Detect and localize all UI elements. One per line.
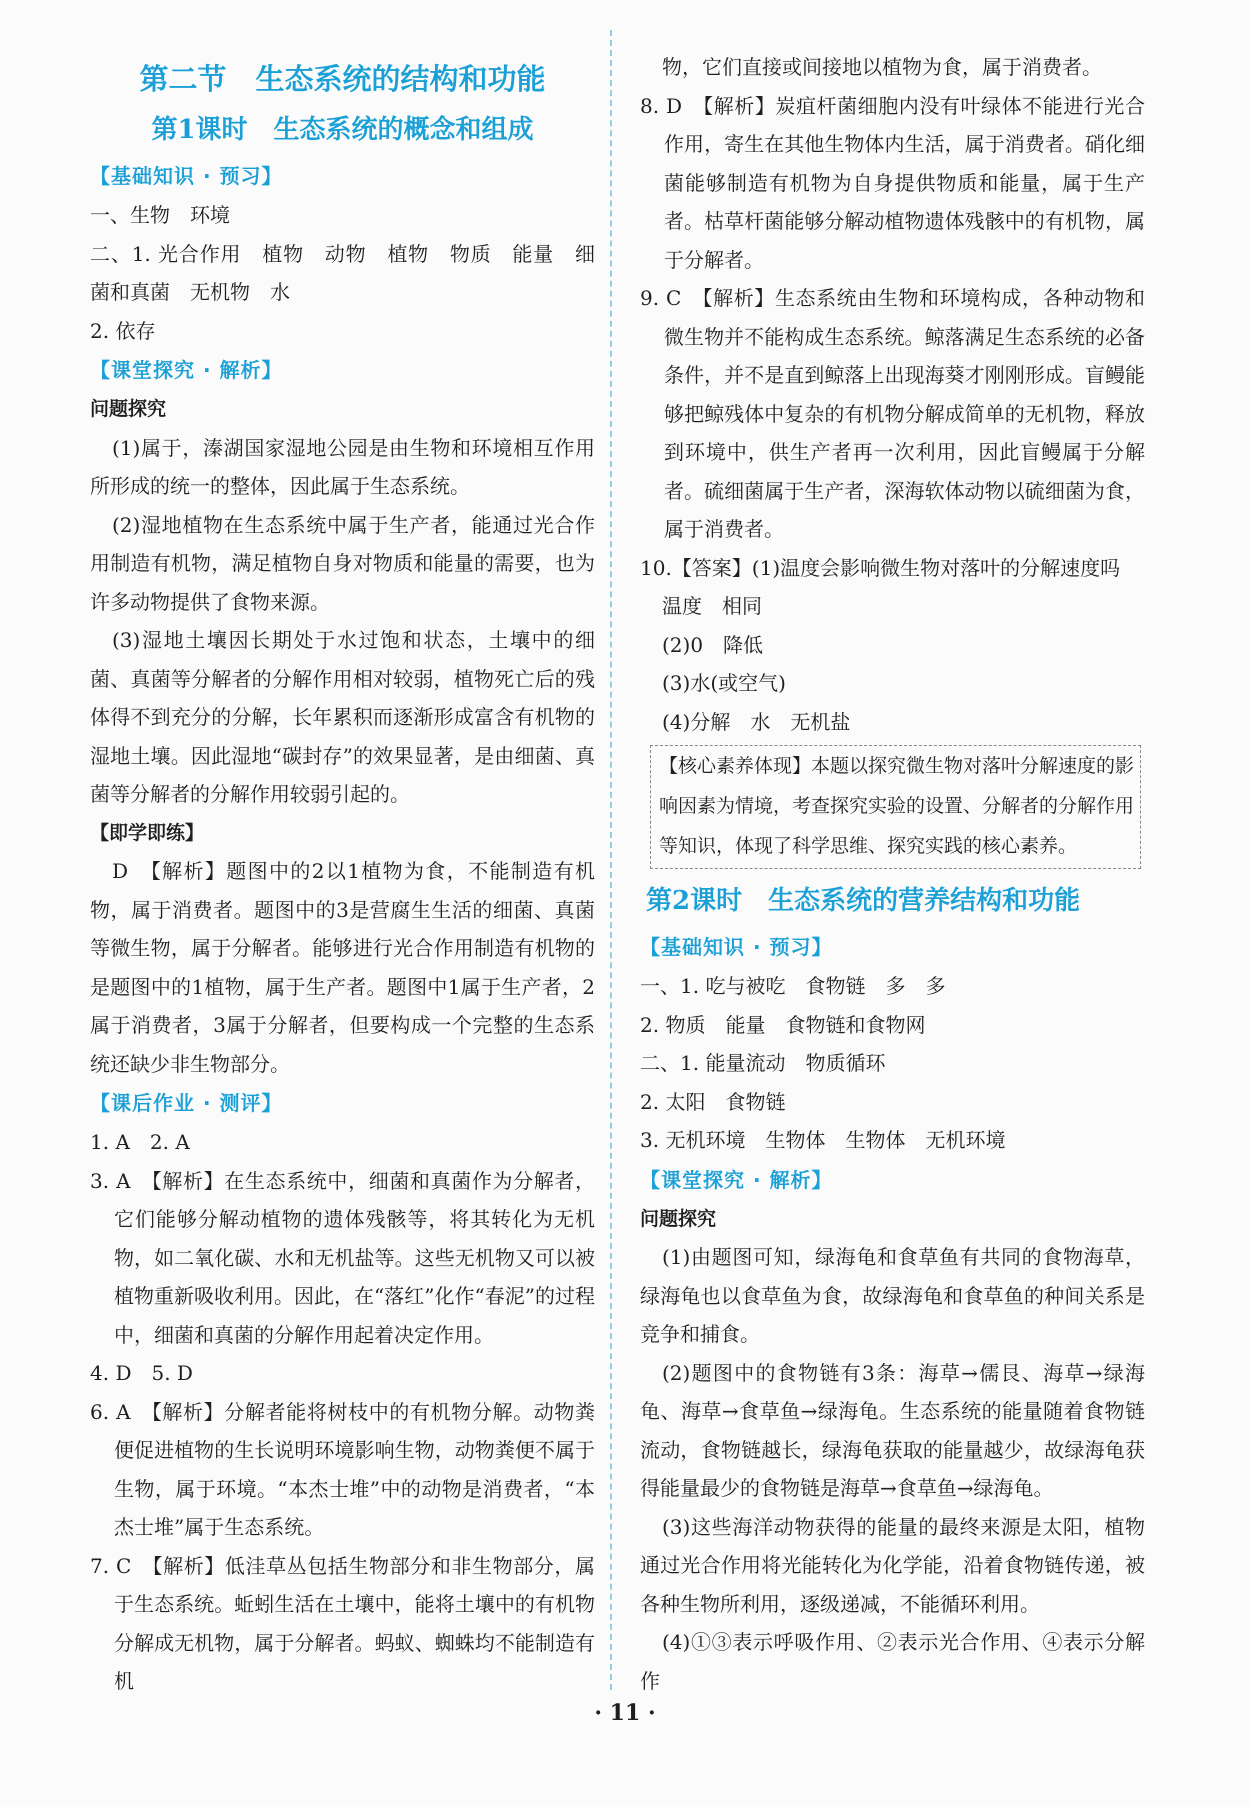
answer-8: 8. D 【解析】炭疽杆菌细胞内没有叶绿体不能进行光合作用，寄生在其他生物体内生活，属于消费者。硝化细菌能够制造有机物为自身提供物质和能量，属于生产者。枯草杆菌能够分解动植物遗体残骸中的有机物，属于分解者。: [640, 93, 1145, 272]
explore2-answer-3: (3)这些海洋动物获得的能量的最终来源是太阳，植物通过光合作用将光能转化为化学能，沿着食物链传递，被各种生物所利用，逐级递减，不能循环利用。: [640, 1514, 1145, 1616]
explore2-answer-4: (4)①③表示呼吸作用、②表示光合作用、④表示分解作: [640, 1630, 1145, 1693]
lesson-2-title: 第2课时 生态系统的营养结构和功能: [646, 886, 1081, 916]
column-divider: [610, 30, 612, 1690]
answer-7-continued: 物，它们直接或间接地以植物为食，属于消费者。: [662, 55, 1102, 79]
answer-6: 6. A 【解析】分解者能将树枝中的有机物分解。动物粪便促进植物的生长说明环境影响生物，动物粪便不属于生物，属于环境。“本杰士堆”中的动物是消费者，“本杰士堆”属于生态系统。: [90, 1399, 595, 1539]
tag-homework: 【课后作业 · 测评】: [90, 1091, 283, 1115]
basic2-answer-1: 一、1. 吃与被吃 食物链 多 多: [640, 974, 946, 998]
answer-10-part-4: (4)分解 水 无机盐: [662, 709, 851, 734]
answer-10-part-1b: 温度 相同: [662, 594, 762, 618]
core-literacy-box: [650, 745, 1141, 869]
basic-answer-1: 一、生物 环境: [90, 203, 230, 227]
explore-answer-2: (2)湿地植物在生态系统中属于生产者，能通过光合作用制造有机物，满足植物自身对物质和能量的需要，也为许多动物提供了食物来源。: [90, 512, 595, 614]
basic2-answer-2: 2. 物质 能量 食物链和食物网: [640, 1012, 926, 1037]
left-column: [90, 50, 595, 1701]
tag-classroom-2: 【课堂探究 · 解析】: [640, 1167, 833, 1192]
practice-title: 【即学即练】: [90, 821, 205, 844]
basic2-answer-3: 二、1. 能量流动 物质循环: [640, 1051, 886, 1075]
explore2-answer-1: (1)由题图可知，绿海龟和食草鱼有共同的食物海草，绿海龟也以食草鱼为食，故绿海龟和食草鱼的种间关系是竞争和捕食。: [640, 1245, 1145, 1346]
answer-9: 9. C 【解析】生态系统由生物和环境构成，各种动物和微生物并不能构成生态系统。鲸落满足生态系统的必备条件，并不是直到鲸落上出现海葵才刚刚形成。盲鳗能够把鲸残体中复杂的有机物分解成简单的无机物，释放到环境中，供生产者再一次利用，因此盲鳗属于分解者。硫细菌属于生产者，深海软体动物以硫细菌为食，属于消费者。: [640, 286, 1145, 541]
basic-answer-2: 二、1. 光合作用 植物 动物 植物 物质 能量 细菌和真菌 无机物 水: [90, 241, 595, 304]
answer-1-2: 1. A 2. A: [90, 1130, 190, 1154]
answer-3: 3. A 【解析】在生态系统中，细菌和真菌作为分解者，它们能够分解动植物的遗体残骸等，将其转化为无机物，如二氧化碳、水和无机盐等。这些无机物又可以被植物重新吸收利用。因此，在“落红”化作“春泥”的过程中，细菌和真菌的分解作用起着决定作用。: [90, 1168, 595, 1347]
core-literacy-text: 【核心素养体现】本题以探究微生物对落叶分解速度的影响因素为情境，考查探究实验的设置、分解者的分解作用等知识，体现了科学思维、探究实践的核心素养。: [659, 755, 1135, 857]
answer-7: 7. C 【解析】低洼草丛包括生物部分和非生物部分，属于生态系统。蚯蚓生活在土壤中，能将土壤中的有机物分解成无机物，属于分解者。蚂蚁、蜘蛛均不能制造有机: [90, 1553, 595, 1693]
right-column: [640, 48, 1145, 1700]
explore-answer-1: (1)属于，溱湖国家湿地公园是由生物和环境相互作用所形成的统一的整体，因此属于生态系统。: [90, 435, 595, 498]
answer-10-part-3: (3)水(或空气): [662, 671, 786, 695]
tag-classroom: 【课堂探究 · 解析】: [90, 358, 283, 382]
tag-basic-knowledge-2: 【基础知识 · 预习】: [640, 935, 833, 959]
explore2-answer-2: (2)题图中的食物链有3条：海草→儒艮、海草→绿海龟、海草→食草鱼→绿海龟。生态系统的能量随着食物链流动，食物链越长，绿海龟获取的能量越少，故绿海龟获得能量最少的食物链是海草→食草鱼→绿海龟。: [640, 1360, 1145, 1500]
lesson-1-title: 第1课时 生态系统的概念和组成: [151, 115, 534, 145]
answer-4-5: 4. D 5. D: [90, 1361, 193, 1385]
explore-answer-3: (3)湿地土壤因长期处于水过饱和状态，土壤中的细菌、真菌等分解者的分解作用相对较弱，植物死亡后的残体得不到充分的分解，长年累积而逐渐形成富含有机物的湿地土壤。因此湿地“碳封存”的效果显著，是由细菌、真菌等分解者的分解作用较弱引起的。: [90, 628, 595, 806]
section-title: 第二节 生态系统的结构和功能: [139, 62, 546, 96]
practice-answer: D 【解析】题图中的2以1植物为食，不能制造有机物，属于消费者。题图中的3是营腐生生活的细菌、真菌等微生物，属于分解者。能够进行光合作用制造有机物的是题图中的1植物，属于生产者。题图中1属于生产者，2属于消费者，3属于分解者，但要构成一个完整的生态系统还缺少非生物部分。: [90, 859, 595, 1076]
problem-explore-title-2: 问题探究: [640, 1207, 717, 1230]
page-number: · 11 ·: [594, 1700, 656, 1726]
basic2-answer-5: 3. 无机环境 生物体 生物体 无机环境: [640, 1128, 1006, 1152]
answer-10-part-2: (2)0 降低: [662, 632, 764, 657]
basic2-answer-4: 2. 太阳 食物链: [640, 1089, 786, 1114]
answer-10-part-1: 10.【答案】(1)温度会影响微生物对落叶的分解速度吗: [640, 555, 1121, 580]
tag-basic-knowledge: 【基础知识 · 预习】: [90, 164, 283, 188]
problem-explore-title: 问题探究: [90, 398, 167, 420]
basic-answer-3: 2. 依存: [90, 318, 156, 343]
